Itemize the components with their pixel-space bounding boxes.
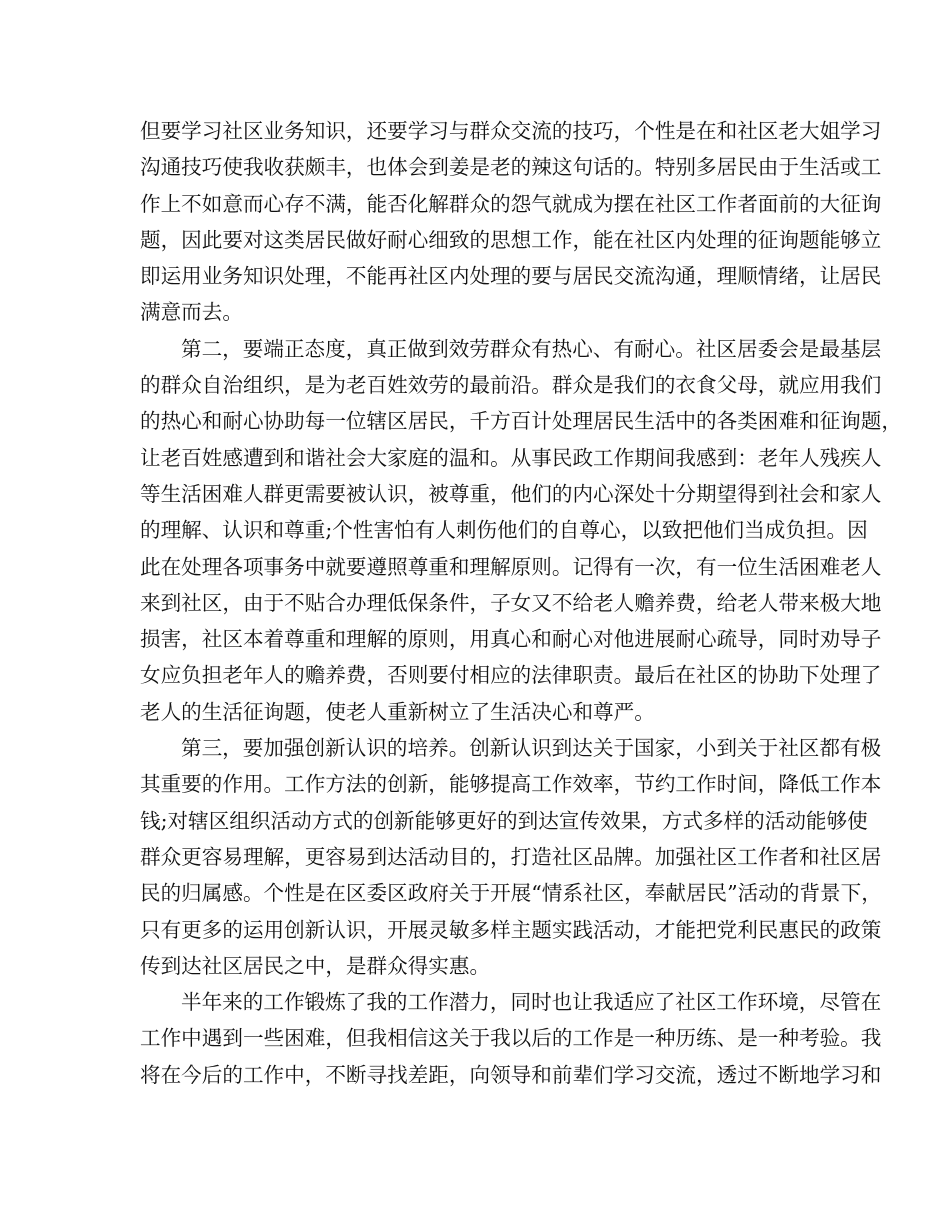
text-line: 即运用业务知识处理，不能再社区内处理的要与居民交流沟通，理顺情绪，让居民 [140,264,882,289]
text-line: 第二，要端正态度，真正做到效劳群众有热心、有耐心。社区居委会是最基层 [181,336,882,361]
text-line: 工作中遇到一些困难，但我相信这关于我以后的工作是一种历练、是一种考验。我 [140,1026,882,1051]
text-line: 满意而去。 [140,300,243,325]
text-line: 但要学习社区业务知识，还要学习与群众交流的技巧，个性是在和社区老大姐学习 [140,119,882,143]
text-line: 的热心和耐心协助每一位辖区居民，千方百计处理居民生活中的各类困难和征询题， [140,409,902,434]
document-body [140,113,902,1093]
text-line: 此在处理各项事务中就要遵照尊重和理解原则。记得有一次，有一位生活困难老人 [140,554,882,579]
paragraph-3 [140,730,882,984]
text-line: 钱;对辖区组织活动方式的创新能够更好的到达宣传效果，方式多样的活动能够使 [140,808,868,833]
paragraph-2 [140,331,902,730]
text-line: 等生活困难人群更需要被认识，被尊重，他们的内心深处十分期望得到社会和家人 [140,481,882,506]
text-line: 题，因此要对这类居民做好耐心细致的思想工作，能在社区内处理的征询题能够立 [140,227,882,252]
text-line: 老人的生活征询题，使老人重新树立了生活决心和尊严。 [140,699,655,724]
text-line: 只有更多的运用创新认识，开展灵敏多样主题实践活动，才能把党利民惠民的政策 [140,917,882,942]
text-line: 沟通技巧使我收获颇丰，也体会到姜是老的辣这句话的。特别多居民由于生活或工 [140,155,882,180]
text-line: 将在今后的工作中，不断寻找差距，向领导和前辈们学习交流，透过不断地学习和 [140,1062,882,1087]
text-line: 第三，要加强创新认识的培养。创新认识到达关于国家，小到关于社区都有极 [181,736,882,761]
text-line: 让老百姓感遭到和谐社会大家庭的温和。从事民政工作期间我感到：老年人残疾人 [140,445,882,470]
text-line: 民的归属感。个性是在区委区政府关于开展“情系社区，奉献居民”活动的背景下， [140,881,882,906]
text-line: 女应负担老年人的赡养费，否则要付相应的法律职责。最后在社区的协助下处理了 [140,663,882,688]
text-line: 的群众自治组织，是为老百姓效劳的最前沿。群众是我们的衣食父母，就应用我们 [140,373,882,398]
text-line: 来到社区，由于不贴合办理低保条件，子女又不给老人赡养费，给老人带来极大地 [140,590,882,615]
text-line: 的理解、认识和尊重;个性害怕有人刺伤他们的自尊心，以致把他们当成负担。因 [140,518,868,543]
text-line: 损害，社区本着尊重和理解的原则，用真心和耐心对他进展耐心疏导，同时劝导子 [140,627,882,652]
text-line: 传到达社区居民之中，是群众得实惠。 [140,953,491,978]
text-line: 半年来的工作锻炼了我的工作潜力，同时也让我适应了社区工作环境，尽管在 [181,990,882,1015]
paragraph-1 [140,113,882,331]
paragraph-4 [140,984,882,1093]
text-line: 作上不如意而心存不满，能否化解群众的怨气就成为摆在社区工作者面前的大征询 [140,191,882,216]
text-line: 群众更容易理解，更容易到达活动目的，打造社区品牌。加强社区工作者和社区居 [140,844,882,869]
text-line: 其重要的作用。工作方法的创新，能够提高工作效率，节约工作时间，降低工作本 [140,772,882,797]
